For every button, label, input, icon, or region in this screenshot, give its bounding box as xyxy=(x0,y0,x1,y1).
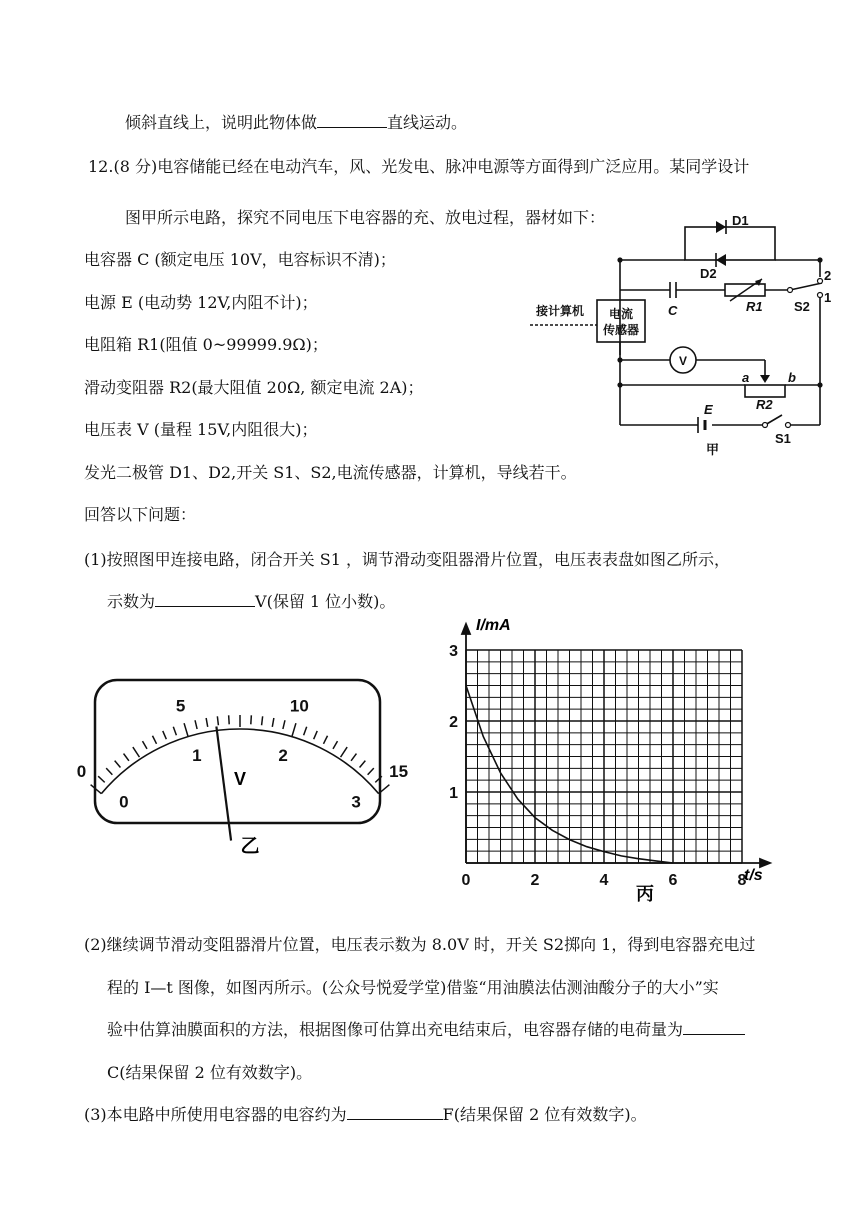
question-points: (8 分) xyxy=(113,157,158,176)
answer-blank-2[interactable] xyxy=(683,1020,745,1035)
line-top-pre: 倾斜直线上，说明此物体做 xyxy=(125,113,318,132)
label-computer: 接计算机 xyxy=(536,304,585,318)
x-tick-label: 4 xyxy=(599,872,609,889)
y-tick-label: 2 xyxy=(449,714,458,731)
meter-lower-label: 3 xyxy=(351,792,361,812)
meter-lower-label: 0 xyxy=(119,792,129,812)
label-jia: 甲 xyxy=(706,442,720,457)
item-capacitor: 电容器 C (额定电压 10V，电容标识不清)； xyxy=(84,250,396,269)
dial-frame xyxy=(95,680,380,823)
p2-line2: 程的 I—t 图像，如图丙所示。(公众号悦爱学堂)借鉴“用油膜法估测油酸分子的大小”实 xyxy=(107,978,719,997)
label-r1: R1 xyxy=(746,299,763,314)
p2-line3 xyxy=(107,1020,745,1040)
answer-blank-3[interactable] xyxy=(347,1105,443,1120)
label-r2: R2 xyxy=(756,397,773,412)
label-pos2: 2 xyxy=(824,268,832,283)
line-top-post: 直线运动。 xyxy=(387,113,468,132)
meter-caption: 乙 xyxy=(240,836,260,857)
prompt: 回答以下问题： xyxy=(84,505,197,524)
meter-unit: V xyxy=(233,769,247,789)
item-source: 电源 E (电动势 12V,内阻不计)； xyxy=(84,293,318,312)
p3-line xyxy=(84,1105,647,1125)
y-tick-label: 1 xyxy=(449,785,458,802)
x-axis-arrow xyxy=(760,859,770,867)
meter-upper-label: 10 xyxy=(289,696,309,716)
label-v: V xyxy=(678,354,688,368)
meter-tick xyxy=(262,716,263,725)
chart-caption: 丙 xyxy=(636,884,654,904)
answer-blank-1[interactable] xyxy=(155,592,255,607)
meter-upper-label: 15 xyxy=(389,761,409,781)
current-time-chart xyxy=(440,610,780,904)
item-misc: 发光二极管 D1、D2,开关 S1、S2,电流传感器，计算机，导线若干。 xyxy=(84,463,577,482)
q12-intro-2: 图甲所示电路，探究不同电压下电容器的充、放电过程，器材如下： xyxy=(125,208,606,227)
p2-line4: C(结果保留 2 位有效数字)。 xyxy=(107,1063,313,1082)
question-number: 12. xyxy=(88,157,114,176)
meter-upper-label: 5 xyxy=(175,696,186,716)
meter-tick xyxy=(229,715,230,724)
x-tick-label: 2 xyxy=(530,872,540,889)
label-b: b xyxy=(788,370,796,385)
line-top xyxy=(125,113,467,133)
answer-blank-0[interactable] xyxy=(317,113,387,128)
p1-pre: 示数为 xyxy=(107,592,156,611)
p1-line1: (1)按照图甲连接电路，闭合开关 S1 ，调节滑动变阻器滑片位置，电压表表盘如图乙所示， xyxy=(84,550,730,569)
label-d2: D2 xyxy=(700,266,717,281)
voltmeter-dial xyxy=(76,675,409,865)
y-tick-label: 3 xyxy=(449,643,458,660)
label-s2: S2 xyxy=(794,299,810,314)
x-tick-label: 6 xyxy=(668,872,678,889)
x-tick-label: 0 xyxy=(461,872,471,889)
p2-line1: (2)继续调节滑动变阻器滑片位置，电压表示数为 8.0V 时，开关 S2掷向 1，得到电容器充电过 xyxy=(84,935,756,954)
label-d1: D1 xyxy=(732,213,749,228)
p1-post: V(保留 1 位小数)。 xyxy=(255,592,396,611)
meter-tick xyxy=(251,715,252,724)
item-voltmeter: 电压表 V (量程 15V,内阻很大)； xyxy=(84,420,318,439)
y-axis-arrow xyxy=(462,624,470,634)
p3-post: F(结果保留 2 位有效数字)。 xyxy=(442,1105,647,1124)
label-a: a xyxy=(742,370,750,385)
label-e: E xyxy=(704,402,713,417)
label-s1: S1 xyxy=(775,431,791,446)
x-tick-label: 8 xyxy=(737,872,747,889)
y-axis-label: I/mA xyxy=(476,617,511,634)
label-sensor-1: 电流 xyxy=(608,307,634,321)
meter-upper-label: 0 xyxy=(76,761,87,781)
meter-lower-label: 2 xyxy=(278,746,288,766)
q12-intro-1: 电容储能已经在电动汽车，风、光发电、脉冲电源等方面得到广泛应用。某同学设计 xyxy=(157,157,750,176)
circuit-diagram xyxy=(520,205,840,465)
p1-line2 xyxy=(107,592,395,612)
led-d1-icon xyxy=(716,221,726,233)
label-pos1: 1 xyxy=(824,290,832,305)
item-resistor-box: 电阻箱 R1(阻值 0~99999.9Ω)； xyxy=(84,335,328,354)
p3-pre: (3)本电路中所使用电容器的电容约为 xyxy=(84,1105,347,1124)
label-sensor-2: 传感器 xyxy=(602,323,640,337)
q12-line1 xyxy=(88,157,749,177)
label-c: C xyxy=(668,303,678,318)
x-axis-label: t/s xyxy=(744,867,763,884)
p2-line3-text: 验中估算油膜面积的方法，根据图像可估算出充电结束后，电容器存储的电荷量为 xyxy=(107,1020,684,1039)
led-d2-icon xyxy=(716,254,726,266)
item-rheostat: 滑动变阻器 R2(最大阻值 20Ω, 额定电流 2A)； xyxy=(84,378,424,397)
meter-lower-label: 1 xyxy=(192,746,202,766)
meter-tick xyxy=(217,716,218,725)
